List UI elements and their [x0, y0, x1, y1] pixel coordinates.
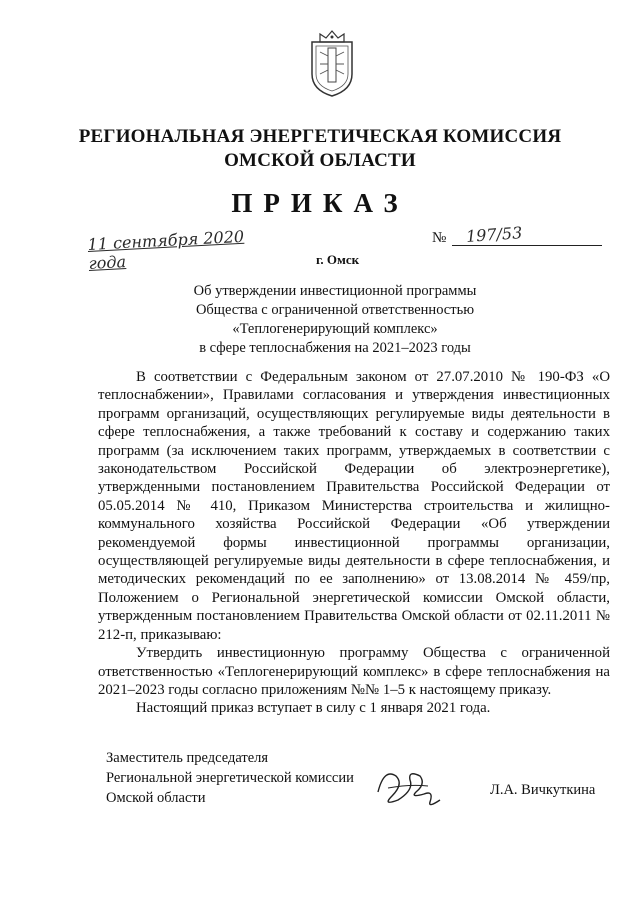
document-title: ПРИКАЗ	[231, 188, 409, 218]
organization-name-line1: РЕГИОНАЛЬНАЯ ЭНЕРГЕТИЧЕСКАЯ КОМИССИЯ	[78, 126, 562, 147]
signer-position-line1: Заместитель председателя	[106, 750, 269, 766]
body-paragraph-order: Утвердить инвестиционную программу Общества с ограниченной ответственностью «Теплогенерирующий комплекс» в сфере теплоснабжения на 2021–2023 годы согласно приложениям №№ 1–5 к настоящему приказу.	[98, 645, 610, 698]
signer-position-line3: Омской области	[106, 790, 206, 806]
signer-name: Л.А. Вичкуткина	[490, 782, 596, 798]
city: г. Омск	[316, 252, 360, 267]
body-paragraph-effective: Настоящий приказ вступает в силу с 1 января 2021 года.	[136, 700, 491, 717]
handwritten-date: 11 сентября 2020 года	[87, 226, 245, 273]
subject-line: Об утверждении инвестиционной программы	[193, 283, 477, 299]
body-paragraph-basis: В соответствии с Федеральным законом от 27.07.2010 № 190-ФЗ «О теплоснабжении», Правилами согласования и утверждения инвестиционных программ организаций, осуществляющих регулируемые виды деятельности в сфере теплоснабжения, а также требований к составу и содержанию таких программ (за исключением таких программ, утверждаемых в соответствии с законодательством Российской Федерации об электроэнергетике), утвержденными постановлением Правительства Российской Федерации от 05.05.2014 № 410, Приказом Министерства строительства и жилищно-коммунального хозяйства Российской Федерации «Об утверждении рекомендуемой формы инвестиционной программы организации, осуществляющей регулируемые виды деятельности в сфере теплоснабжения, и методических рекомендаций по ее заполнению» от 13.08.2014 № 459/пр, Положением о Региональной энергетической комиссии Омской области, утвержденным постановлением Правительства Омской области от 02.11.2011 № 212-п, приказываю:	[98, 369, 610, 643]
handwritten-number: 197/53	[465, 223, 523, 246]
subject-line: «Теплогенерирующий комплекс»	[232, 321, 438, 337]
organization-name-line2: ОМСКОЙ ОБЛАСТИ	[224, 150, 416, 171]
subject-line: в сфере теплоснабжения на 2021–2023 годы	[199, 340, 471, 356]
handwritten-signature	[370, 762, 460, 812]
coat-of-arms-icon	[306, 28, 358, 100]
signer-position-line2: Региональной энергетической комиссии	[106, 770, 354, 786]
subject-line: Общества с ограниченной ответственностью	[195, 302, 475, 318]
document-body	[98, 368, 610, 718]
number-label: №	[432, 230, 447, 246]
